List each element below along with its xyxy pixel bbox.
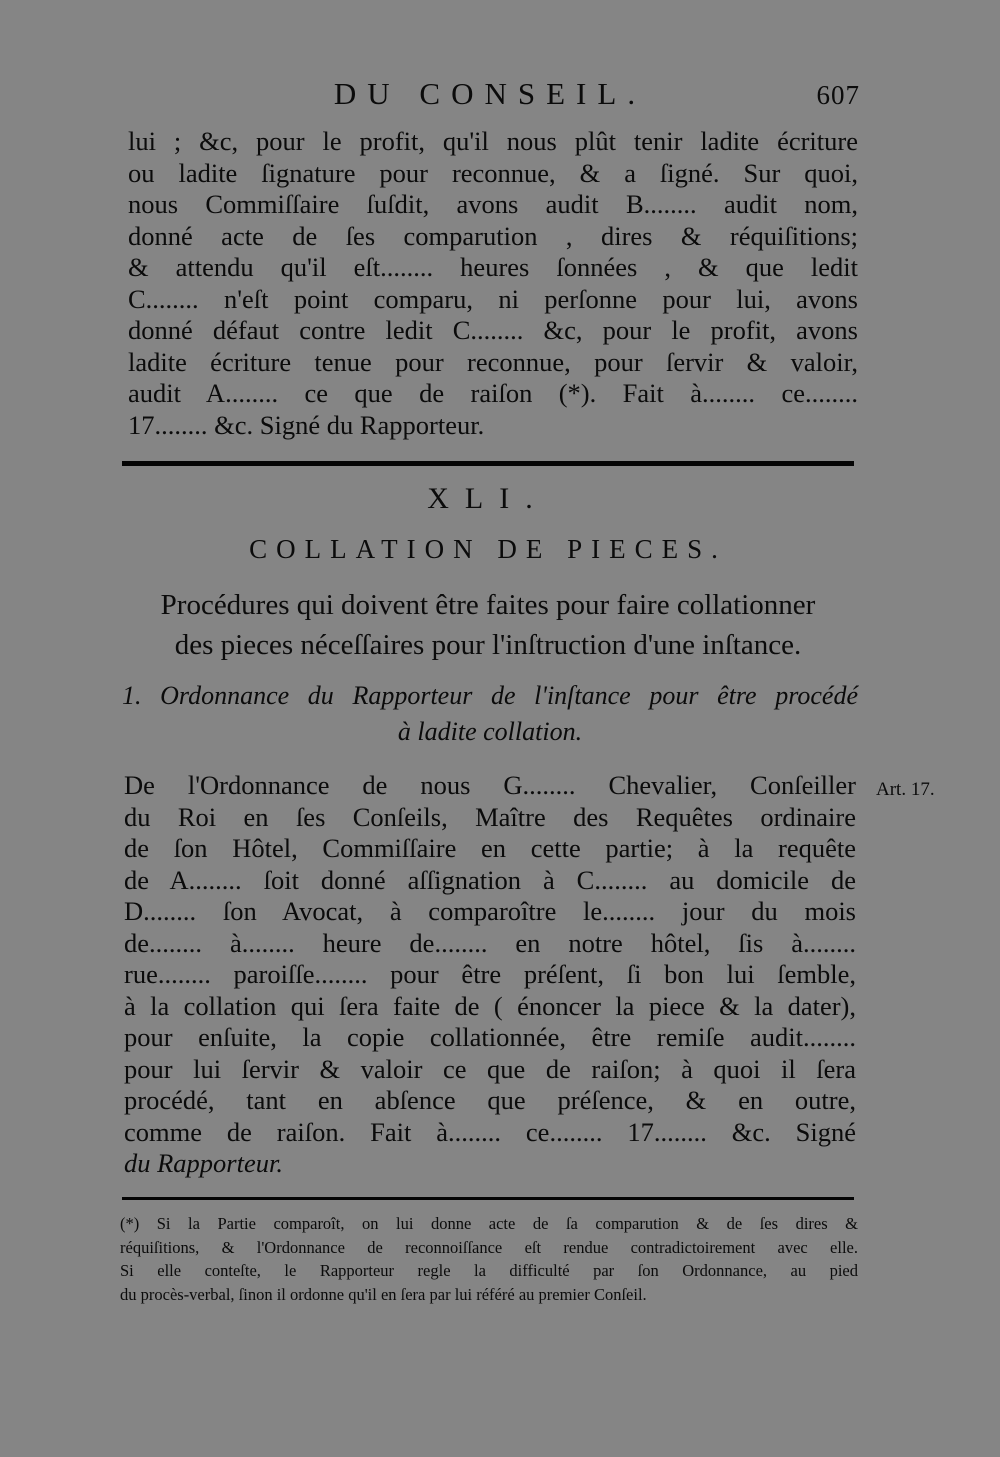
text-line: ladite écriture tenue pour reconnue, pour ſervir & valoir, xyxy=(128,346,858,377)
text-line: audit A........ ce que de raiſon (*). Fait à........ ce........ xyxy=(128,378,858,408)
footnote-line: Si elle conteſte, le Rapporteur regle la difficulté par ſon Ordonnance, au pied xyxy=(120,1261,858,1280)
text-line: donné acte de ſes comparution , dires & réquiſitions; xyxy=(128,220,858,251)
text-line: pour lui ſervir & valoir ce que de raiſon; à quoi il ſera xyxy=(124,1053,856,1084)
text-line: nous Commiſſaire ſuſdit, avons audit B........ audit nom, xyxy=(128,189,858,219)
text-line: procédé, tant en abſence que préſence, & en outre, xyxy=(124,1085,856,1115)
text-line: à la collation qui ſera faite de ( énoncer la piece & la dater), xyxy=(124,990,856,1021)
subtitle-line: Procédures qui doivent être faites pour faire collationner xyxy=(160,589,816,621)
text-line: de........ à........ heure de........ en notre hôtel, ſis à........ xyxy=(124,927,856,958)
text-line: 17........ &c. Signé du Rapporteur. xyxy=(128,409,485,440)
text-line: comme de raiſon. Fait à........ ce........ 17........ &c. Signé xyxy=(124,1116,856,1147)
item-heading-line: à ladite collation. xyxy=(397,717,583,746)
item-heading-line: 1. Ordonnance du Rapporteur de l'inſtance pour être procédé xyxy=(122,681,858,710)
top-paragraph xyxy=(128,126,858,441)
running-title: DU CONSEIL. xyxy=(333,76,647,111)
margin-note: Art. 17. xyxy=(876,779,935,800)
footnote xyxy=(120,1212,858,1306)
text-line: de ſon Hôtel, Commiſſaire en cette partie; à la requête xyxy=(124,833,856,863)
section-number: XLI. xyxy=(427,482,549,515)
text-line: donné défaut contre ledit C........ &c, pour le profit, avons xyxy=(128,315,858,345)
section-title: COLLATION DE PIECES. xyxy=(249,534,727,564)
page-number: 607 xyxy=(816,80,860,110)
text-line: & attendu qu'il eſt........ heures ſonnées , & que ledit xyxy=(128,252,858,282)
text-line: De l'Ordonnance de nous G........ Chevalier, Conſeiller xyxy=(124,770,856,800)
section-rule xyxy=(122,461,854,466)
item-heading xyxy=(122,678,858,750)
text-line: C........ n'eſt point comparu, ni perſonne pour lui, avons xyxy=(128,283,858,314)
text-line: lui ; &c, pour le profit, qu'il nous plût tenir ladite écriture xyxy=(128,126,858,156)
text-line: du Rapporteur. xyxy=(124,1148,283,1178)
footnote-line: (*) Si la Partie comparoît, on lui donne acte de ſa comparution & de ſes dires & xyxy=(120,1214,858,1233)
running-head xyxy=(120,76,860,116)
footnote-rule xyxy=(122,1197,854,1200)
text-line: pour enſuite, la copie collationnée, être remiſe audit........ xyxy=(124,1022,856,1052)
text-line: D........ ſon Avocat, à comparoître le........ jour du mois xyxy=(124,896,856,926)
text-line: ou ladite ſignature pour reconnue, & a ſigné. Sur quoi, xyxy=(128,157,858,188)
text-line: du Roi en ſes Conſeils, Maître des Requêtes ordinaire xyxy=(124,801,856,832)
section-subtitle xyxy=(122,585,854,665)
main-paragraph xyxy=(124,770,856,1180)
subtitle-line: des pieces néceſſaires pour l'inſtruction d'une inſtance. xyxy=(174,629,802,661)
text-line: de A........ ſoit donné aſſignation à C........ au domicile de xyxy=(124,864,856,895)
footnote-line: du procès-verbal, ſinon il ordonne qu'il en ſera par lui référé au premier Conſeil. xyxy=(120,1284,647,1304)
footnote-line: réquiſitions, & l'Ordonnance de reconnoiſſance eſt rendue contradictoirement avec elle. xyxy=(120,1237,858,1257)
text-line: rue........ paroiſſe........ pour être préſent, ſi bon lui ſemble, xyxy=(124,959,856,989)
